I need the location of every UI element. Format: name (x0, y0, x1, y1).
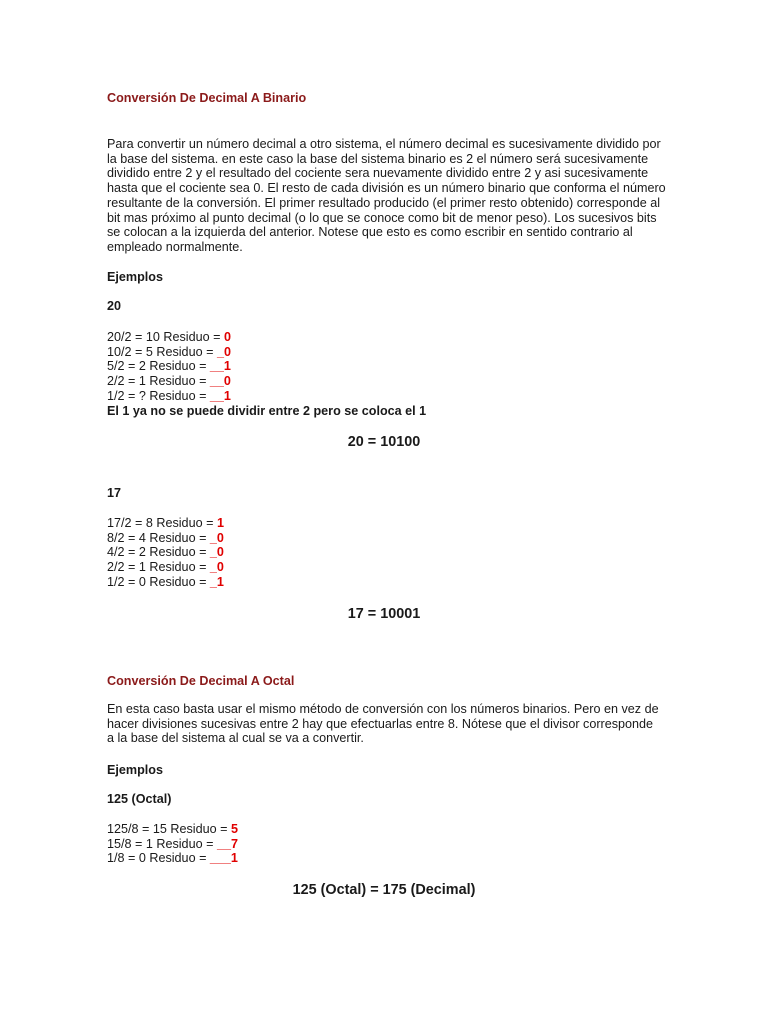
section-octal-title: Conversión De Decimal A Octal (107, 674, 295, 688)
section-binary-title: Conversión De Decimal A Binario (107, 91, 307, 105)
calc-line: 4/2 = 2 Residuo = _0 (107, 545, 224, 560)
remainder-digit: 5 (230, 822, 238, 836)
remainder-digit: _1 (209, 574, 224, 589)
remainder-digit: __1 (209, 359, 231, 374)
calc-block-17 (107, 516, 224, 590)
remainder-digit: ___1 (209, 851, 238, 866)
section-binary-paragraph: Para convertir un número decimal a otro sistema, el número decimal es sucesivamente dividido por la base del sistema. en este caso la base del sistema binario es 2 el número será sucesivamente dividido entre 2 y el resultado del cociente sera nuevamente dividido entre 2 y asi sucesivamente hasta que el cociente sea 0. El resto de cada división es un número binario que conforma el número resultante de la conversión. El primer resultado producido (el primer resto obtenido) corresponde al bit mas próximo al punto decimal (o lo que se conoce como bit de menor peso). Los sucesivos bits se colocan a la izquierda del anterior. Notese que esto es como escribir en sentido contrario al empleado normalmente. (107, 137, 666, 254)
remainder-digit: __1 (209, 388, 231, 403)
calc-line: 1/2 = ? Residuo = __1 (107, 388, 231, 403)
calc-line: 10/2 = 5 Residuo = _0 (107, 344, 231, 359)
remainder-digit: _0 (209, 530, 224, 545)
section-octal-paragraph: En esta caso basta usar el mismo método de conversión con los números binarios. Pero en vez de hacer divisiones sucesivas entre 2 hay que efectuarlas entre 8. Nótese que el divisor corresponde a la base del sistema al cual se va a convertir. (107, 702, 659, 746)
calc-block-125 (107, 822, 238, 866)
examples-label-octal: Ejemplos (107, 763, 163, 777)
calc-block-20 (107, 330, 426, 418)
calc-line: 1/8 = 0 Residuo = ___1 (107, 851, 238, 866)
calc-line: 1/2 = 0 Residuo = _1 (107, 574, 224, 589)
calc-line: 2/2 = 1 Residuo = _0 (107, 560, 224, 575)
result-125: 125 (Octal) = 175 (Decimal) (292, 882, 476, 898)
examples-label-binary: Ejemplos (107, 270, 163, 284)
calc-line: 5/2 = 2 Residuo = __1 (107, 359, 231, 374)
calc-line: 15/8 = 1 Residuo = __7 (107, 836, 238, 851)
remainder-digit: 0 (223, 330, 231, 344)
calc-note: El 1 ya no se puede dividir entre 2 pero se coloca el 1 (107, 403, 427, 418)
example-number-20: 20 (107, 299, 122, 313)
example-number-17: 17 (107, 486, 122, 500)
remainder-digit: 1 (216, 516, 224, 530)
remainder-digit: _0 (209, 545, 224, 560)
example-number-125: 125 (Octal) (107, 792, 172, 806)
calc-line: 8/2 = 4 Residuo = _0 (107, 530, 224, 545)
remainder-digit: __7 (216, 836, 238, 851)
result-17: 17 = 10001 (347, 606, 421, 622)
calc-line: 125/8 = 15 Residuo = 5 (107, 822, 238, 836)
result-20: 20 = 10100 (347, 434, 421, 450)
remainder-digit: __0 (209, 374, 231, 389)
calc-line: 17/2 = 8 Residuo = 1 (107, 516, 224, 530)
remainder-digit: _0 (216, 344, 231, 359)
remainder-digit: _0 (209, 560, 224, 575)
calc-line: 2/2 = 1 Residuo = __0 (107, 374, 231, 389)
calc-line: 20/2 = 10 Residuo = 0 (107, 330, 231, 344)
